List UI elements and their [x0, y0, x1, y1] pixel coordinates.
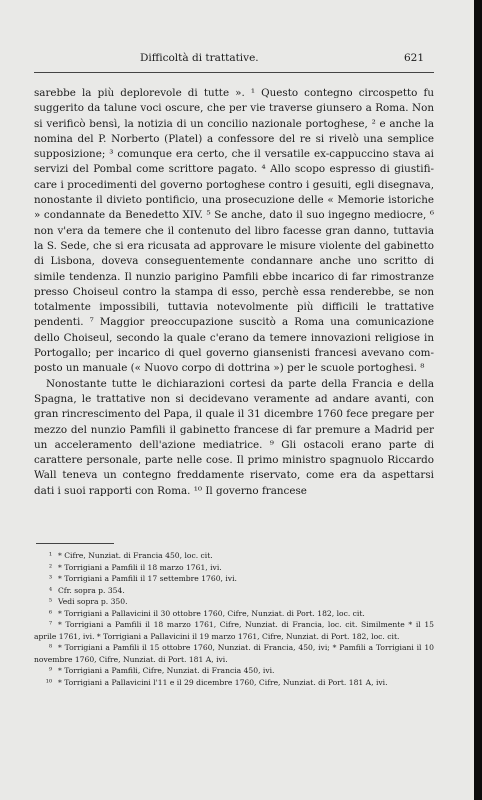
running-title: Difficoltà di trattative.: [140, 52, 259, 64]
footnote: [34, 585, 434, 597]
footnote: [34, 642, 434, 665]
footnote-number: ⁷: [48, 620, 52, 630]
footnote-rule: [36, 543, 114, 544]
footnote-number: ¹: [48, 551, 52, 560]
footnote: [34, 573, 434, 585]
footnote-number: ¹⁰: [45, 678, 52, 688]
footnote-text: Vedi sopra p. 350.: [58, 597, 128, 607]
footnote: [34, 619, 434, 642]
footnote-text: * Torrigiani a Pallavicini l'11 e il 29 dicembre 1760, Cifre, Nunziat. di Port. 181 A, ivi.: [58, 678, 388, 688]
footnote-text: * Torrigiani a Pamfili, Cifre, Nunziat. di Francia 450, ivi.: [58, 666, 275, 676]
page-number: 621: [403, 52, 424, 64]
footnote-number: ⁸: [48, 643, 52, 653]
footnotes: [34, 550, 434, 689]
footnote-number: ⁶: [48, 608, 52, 618]
footnote-text: * Torrigiani a Pamfili il 17 settembre 1760, ivi.: [58, 574, 237, 584]
footnote-number: ⁹: [48, 666, 52, 676]
footnote-number: ²: [48, 562, 52, 572]
footnote-number: ⁴: [48, 585, 52, 595]
footnote: [34, 562, 434, 574]
footnote: [34, 550, 434, 562]
running-header: [140, 52, 424, 68]
footnote: [34, 608, 434, 620]
footnote: [34, 665, 434, 677]
footnote-text: * Torrigiani a Pamfili il 15 ottobre 1760, Nunziat. di Francia, 450, ivi; * Pamfili a Torrigiani il 10 novembre 1760, Cifre, Nunziat. di Port. 181 A, ivi.: [34, 643, 434, 664]
paragraph: Nonostante tutte le dichiarazioni cortesi da parte della Francia e della Spagna, le trattative non si decidevano veramente ad andare avanti, con gran rincrescimento del Papa, il quale il 31 dicembre 1760 fece pregare per mezzo del nunzio Pamfili il gabinetto francese di far premure a Madrid per un acceleramento dell'azione mediatrice. ⁹ Gli ostacoli erano parte di carattere personale, parte nelle cose. Il primo ministro spagnuolo Riccardo Wall teneva un contegno freddamente riservato, come era da aspettarsi dati i suoi rapporti con Roma. ¹⁰ Il governo francese: [34, 377, 434, 497]
footnote-text: * Torrigiani a Pallavicini il 30 ottobre 1760, Cifre, Nunziat. di Port. 182, loc. cit.: [58, 608, 365, 618]
footnote-number: ⁵: [48, 597, 52, 607]
footnote-number: ³: [48, 574, 52, 584]
body-text: [34, 86, 434, 499]
footnote-text: Cfr. sopra p. 354.: [58, 585, 125, 595]
footnote: [34, 596, 434, 608]
paragraph: sarebbe la più deplorevole di tutte ». ¹ Questo contegno circospetto fu suggerito da talune voci oscure, che per vie traverse giunsero a Roma. Non si verificò bensì, la notizia di un concilio nazionale portoghese, ² e anche la nomina del P. Norberto (Platel) a confessore del re si rivelò una semplice supposizione; ³ comunque era certo, che il versatile ex-cappuccino stava ai servizi del Pombal come scrittore pagato. ⁴ Allo scopo espresso di giustificare i procedimenti del governo portoghese contro i gesuiti, egli disegnava, nonostante il divieto pontificio, una prosecuzione delle « Memorie istoriche » condannate da Benedetto XIV. ⁵ Se anche, dato il suo ingegno mediocre, ⁶ non v'era da temere che il contenuto del libro facesse gran danno, tuttavia la S. Sede, che si era ricusata ad approvare le misure violente del gabinetto di Lisbona, doveva conseguentemente condannare anche uno scritto di simile tendenza. Il nunzio parigino Pamfili ebbe incarico di far rimostranze presso Choiseul contro la stampa di esso, perchè essa renderebbe, se non totalmente impossibili, tuttavia notevolmente più difficili le trattative pendenti. ⁷ Maggior preoccupazione suscitò a Roma una comunicazione dello Choiseul, secondo la quale c'erano da temere innovazioni religiose in Portogallo; per incarico di quel governo giansenisti francesi avevano composto un manuale (« Nuovo corpo di dottrina ») per le scuole portoghesi. ⁸: [34, 87, 434, 375]
footnote: [34, 677, 434, 689]
footnote-text: * Cifre, Nunziat. di Francia 450, loc. cit.: [58, 551, 213, 560]
header-rule: [34, 72, 434, 73]
footnote-text: * Torrigiani a Pamfili il 18 marzo 1761, ivi.: [58, 562, 222, 572]
footnote-text: * Torrigiani a Pamfili il 18 marzo 1761, Cifre, Nunziat. di Francia, loc. cit. Similmente * il 15 aprile 1761, ivi. * Torrigiani a Pallavicini il 19 marzo 1761, Cifre, Nunziat. di Port. 182, loc. cit.: [34, 620, 434, 641]
